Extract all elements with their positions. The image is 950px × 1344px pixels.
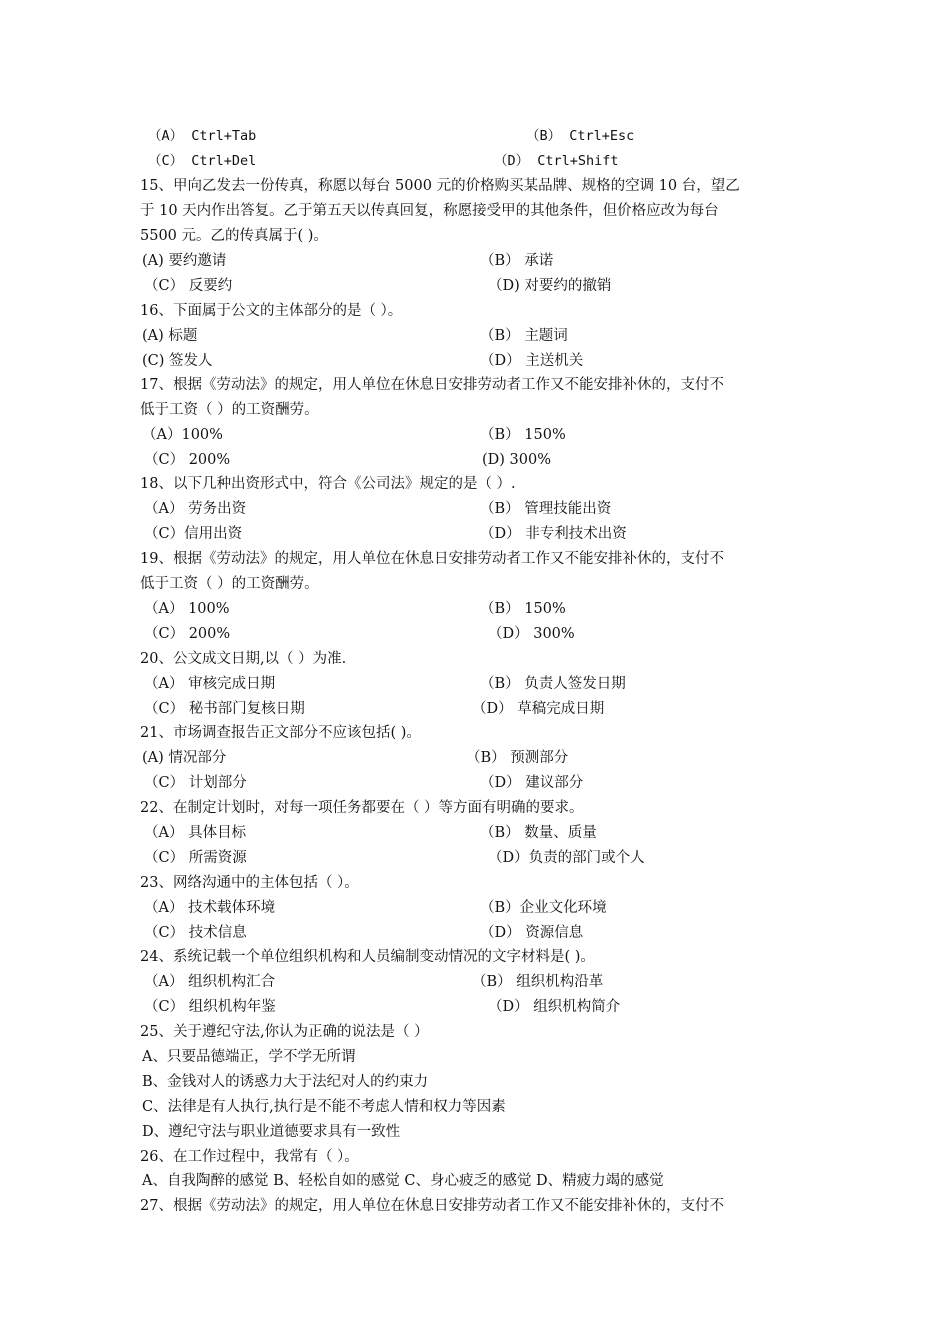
answer-option: B、金钱对人的诱惑力大于法纪对人的约束力 <box>142 1074 429 1090</box>
option-c: (C) 签发人 <box>142 353 213 369</box>
option-b: （B）企业文化环境 <box>480 900 607 916</box>
question-text: 18、以下几种出资形式中，符合《公司法》规定的是（ ）. <box>140 476 516 492</box>
question-text: 17、根据《劳动法》的规定，用人单位在休息日安排劳动者工作又不能安排补休的，支付不 <box>140 377 724 393</box>
option-c: （C） 200% <box>144 452 231 468</box>
question-text: 15、甲向乙发去一份传真，称愿以每台 5000 元的价格购买某品牌、规格的空调 10 台，望乙 <box>140 178 740 194</box>
option-row <box>142 622 822 647</box>
option-d: （D） 300% <box>488 626 575 642</box>
option-d: （D） 草稿完成日期 <box>472 701 605 717</box>
option-c: （C） 组织机构年鉴 <box>144 999 276 1015</box>
option-b: （B） 预测部分 <box>466 750 569 766</box>
option-a: （A） 100% <box>144 601 230 617</box>
option-row <box>142 970 822 995</box>
question-text: 低于工资（ ）的工资酬劳。 <box>140 576 319 592</box>
question-text: 19、根据《劳动法》的规定，用人单位在休息日安排劳动者工作又不能安排补休的，支付不 <box>140 551 724 567</box>
option-c: （C） 技术信息 <box>144 925 247 941</box>
option-b: （B） 管理技能出资 <box>480 501 612 517</box>
option-row <box>142 274 822 299</box>
question-text: 20、公文成文日期,以（ ）为准. <box>140 651 347 667</box>
option-a: （A）100% <box>142 427 223 443</box>
option-d: （D） 主送机关 <box>480 353 584 369</box>
option-row <box>142 349 822 374</box>
option-row <box>142 497 822 522</box>
option-row <box>142 672 822 697</box>
question-text: 21、市场调查报告正文部分不应该包括( )。 <box>140 725 421 741</box>
option-b: （B） 负责人签发日期 <box>480 676 626 692</box>
option-d: （D) 对要约的撤销 <box>488 278 612 294</box>
option-c: （C） Ctrl+Del <box>148 153 257 169</box>
question-text: 于 10 天内作出答复。乙于第五天以传真回复，称愿接受甲的其他条件，但价格应改为每台 <box>140 203 719 219</box>
answer-option: D、遵纪守法与职业道德要求具有一致性 <box>142 1124 401 1140</box>
option-d: （D）负责的部门或个人 <box>488 850 645 866</box>
option-a: (A) 标题 <box>142 328 198 344</box>
option-row <box>142 846 822 871</box>
option-row <box>142 821 822 846</box>
option-a: (A) 要约邀请 <box>142 253 227 269</box>
question-text: 23、网络沟通中的主体包括（ ）。 <box>140 875 359 891</box>
option-row <box>142 324 822 349</box>
option-d: (D) 300% <box>482 452 552 468</box>
option-b: （B） Ctrl+Esc <box>526 128 635 144</box>
option-b: （B） 主题词 <box>480 328 568 344</box>
question-text: 5500 元。乙的传真属于( )。 <box>140 228 328 244</box>
option-b: （B） 150% <box>480 427 566 443</box>
option-d: （D） 组织机构简介 <box>488 999 621 1015</box>
question-text: 16、下面属于公文的主体部分的是（ ）。 <box>140 303 403 319</box>
question-text: 24、系统记载一个单位组织机构和人员编制变动情况的文字材料是( )。 <box>140 949 595 965</box>
option-row <box>142 771 822 796</box>
option-c: （C） 反要约 <box>144 278 233 294</box>
option-a: （A） Ctrl+Tab <box>148 128 257 144</box>
option-c: （C） 所需资源 <box>144 850 247 866</box>
option-row <box>142 896 822 921</box>
option-row <box>142 149 822 174</box>
option-row <box>142 522 822 547</box>
option-d: （D） 建议部分 <box>480 775 584 791</box>
option-row <box>142 746 822 771</box>
option-d: （D） 资源信息 <box>480 925 584 941</box>
option-c: （C） 秘书部门复核日期 <box>144 701 305 717</box>
option-row <box>142 697 822 722</box>
option-row <box>142 124 822 149</box>
option-row <box>142 597 822 622</box>
option-row <box>142 423 822 448</box>
option-b: （B） 150% <box>480 601 566 617</box>
question-text: 25、关于遵纪守法,你认为正确的说法是（ ） <box>140 1024 429 1040</box>
option-a: (A) 情况部分 <box>142 750 227 766</box>
option-c: （C） 计划部分 <box>144 775 247 791</box>
option-a: （A） 审核完成日期 <box>144 676 276 692</box>
option-b: （B） 数量、质量 <box>480 825 597 841</box>
option-a: （A） 组织机构汇合 <box>144 974 276 990</box>
answer-options-inline: A、自我陶醉的感觉 B、轻松自如的感觉 C、身心疲乏的感觉 D、精疲力竭的感觉 <box>142 1173 664 1189</box>
option-c: （C） 200% <box>144 626 231 642</box>
option-row <box>142 448 822 473</box>
question-text: 低于工资（ ）的工资酬劳。 <box>140 402 319 418</box>
option-d: （D） 非专利技术出资 <box>480 526 627 542</box>
question-text: 27、根据《劳动法》的规定，用人单位在休息日安排劳动者工作又不能安排补休的，支付不 <box>140 1198 724 1214</box>
option-row <box>142 921 822 946</box>
question-text: 22、在制定计划时，对每一项任务都要在（ ）等方面有明确的要求。 <box>140 800 584 816</box>
option-b: （B） 承诺 <box>480 253 554 269</box>
option-row <box>142 995 822 1020</box>
option-a: （A） 具体目标 <box>144 825 247 841</box>
option-b: （B） 组织机构沿革 <box>472 974 604 990</box>
answer-option: A、只要品德端正，学不学无所谓 <box>142 1049 356 1065</box>
option-a: （A） 技术载体环境 <box>144 900 276 916</box>
option-c: （C）信用出资 <box>144 526 243 542</box>
option-row <box>142 249 822 274</box>
question-text: 26、在工作过程中，我常有（ ）。 <box>140 1149 359 1165</box>
answer-option: C、法律是有人执行,执行是不能不考虑人情和权力等因素 <box>142 1099 506 1115</box>
option-d: （D） Ctrl+Shift <box>494 153 619 169</box>
option-a: （A） 劳务出资 <box>144 501 247 517</box>
